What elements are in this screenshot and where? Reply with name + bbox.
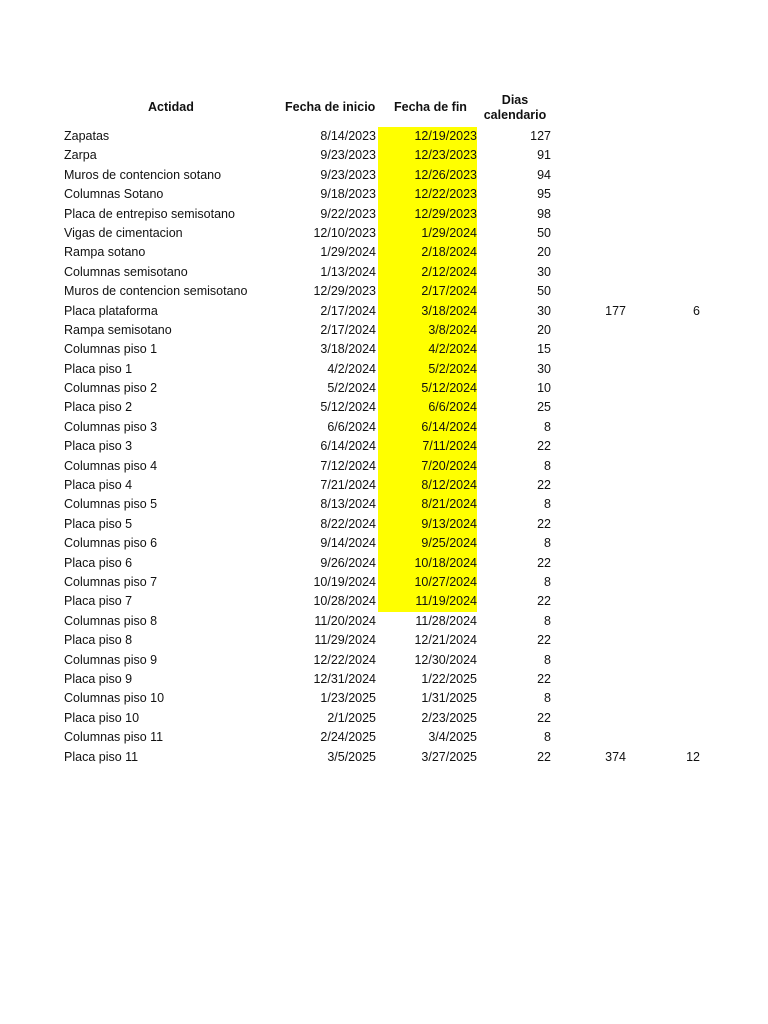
extra-value-cell: 374 (605, 749, 626, 764)
fecha-inicio-cell: 1/13/2024 (320, 264, 376, 279)
fecha-inicio-cell: 2/24/2025 (320, 730, 376, 745)
extra-value-cell (560, 689, 626, 708)
dias-cell: 50 (537, 284, 551, 299)
extra-value-cell (560, 166, 626, 185)
table-row (0, 612, 768, 631)
dias-cell: 8 (544, 458, 551, 473)
actividad-cell: Columnas piso 3 (64, 419, 158, 434)
actividad-cell: Rampa semisotano (64, 322, 172, 337)
extra-value-cell (560, 476, 626, 495)
extra-count-cell (640, 243, 700, 262)
fecha-fin-cell: 8/21/2024 (378, 495, 477, 514)
dias-cell: 8 (544, 652, 551, 667)
dias-cell: 20 (537, 322, 551, 337)
extra-count-cell (640, 418, 700, 437)
fecha-fin-cell: 2/18/2024 (378, 243, 477, 262)
fecha-fin-cell: 12/23/2023 (378, 146, 477, 165)
fecha-fin-cell: 5/2/2024 (378, 360, 477, 379)
actividad-cell: Placa plataforma (64, 303, 158, 318)
actividad-cell: Placa piso 6 (64, 555, 133, 570)
table-row (0, 205, 768, 224)
header-fecha-inicio: Fecha de inicio (285, 100, 376, 114)
fecha-inicio-cell: 4/2/2024 (327, 361, 376, 376)
table-row (0, 302, 768, 321)
extra-value-cell (560, 592, 626, 611)
fecha-inicio-cell: 2/17/2024 (320, 303, 376, 318)
actividad-cell: Vigas de cimentacion (64, 225, 183, 240)
fecha-fin-cell: 2/17/2024 (378, 282, 477, 301)
header-dias-line1: Dias (501, 93, 529, 107)
table-row (0, 709, 768, 728)
extra-value-cell (560, 224, 626, 243)
table-row (0, 748, 768, 767)
extra-value-cell (560, 437, 626, 456)
header-dias-calendario (480, 93, 550, 123)
fecha-fin-cell: 10/27/2024 (378, 573, 477, 592)
table-row (0, 437, 768, 456)
fecha-inicio-cell: 10/28/2024 (313, 594, 376, 609)
dias-cell: 127 (530, 129, 551, 143)
table-row (0, 728, 768, 747)
table-row (0, 185, 768, 204)
actividad-cell: Placa piso 8 (64, 633, 133, 648)
fecha-inicio-cell: 7/12/2024 (320, 458, 376, 473)
dias-cell: 50 (537, 225, 551, 240)
fecha-fin-cell: 1/31/2025 (421, 691, 477, 706)
dias-cell: 95 (537, 187, 551, 202)
extra-value-cell (560, 670, 626, 689)
actividad-cell: Columnas piso 9 (64, 652, 158, 667)
actividad-cell: Placa piso 11 (64, 749, 139, 764)
actividad-cell: Columnas semisotano (64, 264, 188, 279)
fecha-inicio-cell: 9/14/2024 (320, 536, 376, 551)
extra-count-cell (640, 651, 700, 670)
fecha-inicio-cell: 12/31/2024 (313, 671, 376, 686)
extra-count-cell (640, 360, 700, 379)
actividad-cell: Placa piso 10 (64, 710, 140, 725)
table-row (0, 670, 768, 689)
extra-count-cell (640, 670, 700, 689)
fecha-fin-cell: 11/19/2024 (378, 592, 477, 611)
actividad-cell: Placa piso 5 (64, 516, 133, 531)
fecha-fin-cell: 12/21/2024 (414, 633, 477, 648)
extra-count-cell (640, 127, 700, 146)
extra-value-cell (560, 146, 626, 165)
fecha-fin-cell: 12/19/2023 (378, 127, 477, 146)
extra-value-cell (560, 321, 626, 340)
dias-cell: 8 (544, 536, 551, 551)
extra-count-cell (640, 185, 700, 204)
activity-table (0, 127, 768, 767)
extra-count-cell (640, 282, 700, 301)
extra-count-cell (640, 689, 700, 708)
table-row (0, 146, 768, 165)
dias-cell: 8 (544, 730, 551, 745)
fecha-fin-cell: 5/12/2024 (378, 379, 477, 398)
dias-cell: 25 (537, 400, 551, 415)
actividad-cell: Columnas Sotano (64, 187, 164, 202)
dias-cell: 91 (537, 148, 551, 163)
table-row (0, 263, 768, 282)
dias-cell: 98 (537, 206, 551, 221)
extra-count-cell (640, 573, 700, 592)
table-row (0, 573, 768, 592)
actividad-cell: Placa piso 3 (64, 439, 133, 454)
dias-cell: 8 (544, 419, 551, 434)
extra-value-cell (560, 573, 626, 592)
dias-cell: 8 (544, 691, 551, 706)
table-row (0, 224, 768, 243)
extra-count-cell (640, 515, 700, 534)
extra-count-cell (640, 709, 700, 728)
actividad-cell: Placa piso 7 (64, 594, 133, 609)
dias-cell: 22 (537, 516, 551, 531)
extra-count-cell (640, 263, 700, 282)
extra-value-cell (560, 418, 626, 437)
table-row (0, 554, 768, 573)
table-row (0, 379, 768, 398)
actividad-cell: Rampa sotano (64, 245, 146, 260)
dias-cell: 8 (544, 574, 551, 589)
actividad-cell: Zapatas (64, 129, 110, 143)
actividad-cell: Columnas piso 11 (64, 730, 164, 745)
extra-value-cell: 177 (605, 303, 626, 318)
actividad-cell: Placa piso 1 (64, 361, 133, 376)
extra-count-cell (640, 437, 700, 456)
fecha-inicio-cell: 3/18/2024 (320, 342, 376, 357)
table-row (0, 651, 768, 670)
extra-value-cell (560, 205, 626, 224)
actividad-cell: Columnas piso 2 (64, 381, 158, 396)
dias-cell: 30 (537, 303, 551, 318)
actividad-cell: Muros de contencion sotano (64, 167, 222, 182)
extra-value-cell (560, 282, 626, 301)
extra-count-cell (640, 728, 700, 747)
extra-value-cell (560, 709, 626, 728)
fecha-fin-cell: 6/14/2024 (378, 418, 477, 437)
extra-value-cell (560, 457, 626, 476)
fecha-fin-cell: 9/13/2024 (378, 515, 477, 534)
actividad-cell: Zarpa (64, 148, 97, 163)
dias-cell: 30 (537, 361, 551, 376)
fecha-inicio-cell: 11/29/2024 (314, 633, 376, 648)
actividad-cell: Placa piso 9 (64, 671, 133, 686)
table-row (0, 166, 768, 185)
table-row (0, 321, 768, 340)
extra-count-cell (640, 224, 700, 243)
actividad-cell: Placa piso 2 (64, 400, 133, 415)
table-row (0, 127, 768, 146)
fecha-inicio-cell: 9/26/2024 (320, 555, 376, 570)
extra-value-cell (560, 360, 626, 379)
extra-count-cell (640, 554, 700, 573)
fecha-inicio-cell: 2/17/2024 (320, 322, 376, 337)
fecha-inicio-cell: 8/14/2023 (320, 129, 376, 143)
fecha-inicio-cell: 5/2/2024 (327, 381, 376, 396)
fecha-fin-cell: 3/4/2025 (428, 730, 477, 745)
actividad-cell: Placa de entrepiso semisotano (64, 206, 235, 221)
extra-count-cell (640, 340, 700, 359)
fecha-inicio-cell: 10/19/2024 (313, 574, 376, 589)
fecha-inicio-cell: 1/29/2024 (320, 245, 376, 260)
extra-count-cell (640, 166, 700, 185)
table-row (0, 457, 768, 476)
extra-value-cell (560, 495, 626, 514)
fecha-inicio-cell: 8/22/2024 (320, 516, 376, 531)
actividad-cell: Columnas piso 8 (64, 613, 158, 628)
fecha-fin-cell: 3/8/2024 (378, 321, 477, 340)
fecha-fin-cell: 12/30/2024 (414, 652, 477, 667)
extra-count-cell: 12 (686, 749, 700, 764)
extra-count-cell (640, 457, 700, 476)
extra-value-cell (560, 554, 626, 573)
table-row (0, 243, 768, 262)
extra-value-cell (560, 340, 626, 359)
actividad-cell: Columnas piso 7 (64, 574, 158, 589)
header-fecha-fin: Fecha de fin (394, 100, 467, 114)
extra-value-cell (560, 534, 626, 553)
dias-cell: 22 (537, 710, 551, 725)
fecha-inicio-cell: 8/13/2024 (320, 497, 376, 512)
fecha-fin-cell: 12/26/2023 (378, 166, 477, 185)
dias-cell: 22 (537, 439, 551, 454)
actividad-cell: Columnas piso 1 (64, 342, 158, 357)
fecha-inicio-cell: 12/22/2024 (313, 652, 376, 667)
dias-cell: 22 (537, 478, 551, 493)
fecha-fin-cell: 8/12/2024 (378, 476, 477, 495)
dias-cell: 8 (544, 613, 551, 628)
fecha-fin-cell: 9/25/2024 (378, 534, 477, 553)
actividad-cell: Columnas piso 10 (64, 691, 165, 706)
fecha-inicio-cell: 7/21/2024 (320, 478, 376, 493)
table-row (0, 398, 768, 417)
fecha-fin-cell: 7/11/2024 (378, 437, 477, 456)
fecha-fin-cell: 2/23/2025 (421, 710, 477, 725)
fecha-inicio-cell: 3/5/2025 (327, 749, 376, 764)
extra-value-cell (560, 379, 626, 398)
extra-value-cell (560, 263, 626, 282)
table-row (0, 340, 768, 359)
dias-cell: 10 (537, 381, 551, 396)
table-row (0, 360, 768, 379)
header-actividad: Actidad (148, 100, 194, 114)
table-row (0, 689, 768, 708)
extra-count-cell (640, 379, 700, 398)
fecha-fin-cell: 2/12/2024 (378, 263, 477, 282)
table-row (0, 418, 768, 437)
extra-count-cell (640, 476, 700, 495)
fecha-inicio-cell: 1/23/2025 (320, 691, 376, 706)
actividad-cell: Columnas piso 4 (64, 458, 158, 473)
table-row (0, 534, 768, 553)
dias-cell: 30 (537, 264, 551, 279)
fecha-fin-cell: 12/22/2023 (378, 185, 477, 204)
fecha-fin-cell: 3/18/2024 (378, 302, 477, 321)
dias-cell: 94 (537, 167, 551, 182)
extra-count-cell (640, 398, 700, 417)
fecha-inicio-cell: 5/12/2024 (320, 400, 376, 415)
extra-count-cell (640, 321, 700, 340)
actividad-cell: Placa piso 4 (64, 478, 133, 493)
actividad-cell: Columnas piso 6 (64, 536, 158, 551)
fecha-inicio-cell: 12/29/2023 (313, 284, 376, 299)
dias-cell: 22 (537, 671, 551, 686)
fecha-inicio-cell: 6/6/2024 (327, 419, 376, 434)
fecha-fin-cell: 1/22/2025 (421, 671, 477, 686)
fecha-inicio-cell: 2/1/2025 (327, 710, 376, 725)
fecha-fin-cell: 4/2/2024 (378, 340, 477, 359)
dias-cell: 22 (537, 594, 551, 609)
fecha-fin-cell: 11/28/2024 (415, 613, 477, 628)
dias-cell: 22 (537, 633, 551, 648)
extra-count-cell (640, 534, 700, 553)
table-row (0, 592, 768, 611)
extra-value-cell (560, 243, 626, 262)
extra-value-cell (560, 515, 626, 534)
fecha-inicio-cell: 9/23/2023 (320, 148, 376, 163)
actividad-cell: Muros de contencion semisotano (64, 284, 248, 299)
fecha-fin-cell: 10/18/2024 (378, 554, 477, 573)
extra-value-cell (560, 127, 626, 146)
extra-count-cell (640, 205, 700, 224)
fecha-fin-cell: 12/29/2023 (378, 205, 477, 224)
table-row (0, 631, 768, 650)
extra-count-cell (640, 495, 700, 514)
extra-value-cell (560, 398, 626, 417)
fecha-inicio-cell: 9/18/2023 (320, 187, 376, 202)
extra-count-cell: 6 (693, 303, 700, 318)
table-row (0, 495, 768, 514)
extra-count-cell (640, 146, 700, 165)
extra-count-cell (640, 631, 700, 650)
fecha-inicio-cell: 9/22/2023 (320, 206, 376, 221)
table-row (0, 515, 768, 534)
fecha-inicio-cell: 9/23/2023 (320, 167, 376, 182)
extra-value-cell (560, 631, 626, 650)
dias-cell: 8 (544, 497, 551, 512)
fecha-inicio-cell: 11/20/2024 (314, 613, 376, 628)
extra-value-cell (560, 651, 626, 670)
extra-count-cell (640, 612, 700, 631)
fecha-inicio-cell: 6/14/2024 (320, 439, 376, 454)
extra-count-cell (640, 592, 700, 611)
fecha-fin-cell: 7/20/2024 (378, 457, 477, 476)
fecha-inicio-cell: 12/10/2023 (313, 225, 376, 240)
dias-cell: 22 (537, 749, 551, 764)
fecha-fin-cell: 6/6/2024 (378, 398, 477, 417)
header-dias-line2: calendario (483, 108, 547, 122)
dias-cell: 22 (537, 555, 551, 570)
fecha-fin-cell: 3/27/2025 (421, 749, 477, 764)
fecha-fin-cell: 1/29/2024 (378, 224, 477, 243)
extra-value-cell (560, 612, 626, 631)
extra-value-cell (560, 185, 626, 204)
dias-cell: 20 (537, 245, 551, 260)
dias-cell: 15 (537, 342, 551, 357)
table-row (0, 282, 768, 301)
table-row (0, 476, 768, 495)
actividad-cell: Columnas piso 5 (64, 497, 158, 512)
extra-value-cell (560, 728, 626, 747)
